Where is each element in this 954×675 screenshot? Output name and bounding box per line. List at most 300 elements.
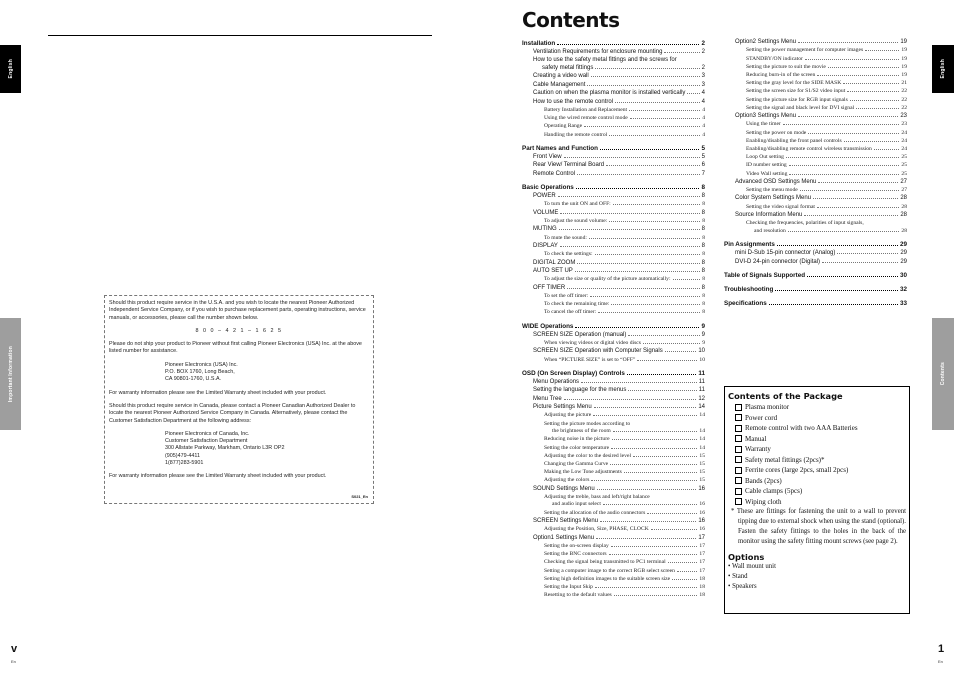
package-item [728, 402, 906, 413]
toc-page-number: 2 [701, 64, 705, 71]
document-code: S021_En [351, 493, 368, 499]
toc-entry-title: Caution on when the plasma monitor is installed vertically [533, 90, 686, 97]
toc-dot-leader [577, 263, 699, 264]
toc-page-number: 18 [699, 575, 705, 582]
canada-address [109, 431, 369, 467]
toc-entry [522, 468, 705, 476]
toc-dot-leader [672, 579, 697, 580]
toc-dot-leader [798, 42, 898, 43]
toc-dot-leader [630, 118, 700, 119]
warranty-note-us: For warranty information please see the Limited Warranty sheet included with your product. [109, 389, 327, 396]
toc-entry [522, 435, 705, 443]
toc-entry [522, 217, 705, 225]
toc-entry [724, 96, 907, 104]
toc-entry-title: Pin Assignments [724, 241, 775, 249]
toc-entry [724, 170, 907, 178]
toc-entry [522, 411, 705, 419]
toc-page-number: 30 [899, 272, 907, 280]
toc-entry-title: When “PICTURE SIZE” is set to “OFF” [544, 356, 636, 363]
toc-entry-title: To cancel the off timer: [544, 309, 597, 316]
toc-page-number: 17 [699, 567, 705, 574]
toc-page-number: 3 [701, 73, 705, 80]
toc-entry [522, 170, 705, 178]
toc-page-number: 8 [701, 259, 705, 266]
toc-page-number: 8 [702, 234, 705, 241]
section-tab-contents [932, 318, 954, 430]
toc-entry-title: SOUND Settings Menu [533, 485, 595, 492]
package-item [728, 423, 906, 434]
toc-entry-title: Using the timer [746, 121, 781, 128]
service-shipping-note: Please do not ship your product to Pioneer without first calling Pioneer Electronics (USA) Inc. at the above listed number for assistance. [109, 341, 362, 355]
toc-dot-leader [564, 399, 697, 400]
page-title: Contents [522, 8, 620, 32]
package-item [728, 455, 906, 466]
toc-entry [522, 131, 705, 139]
toc-entry [522, 225, 705, 233]
toc-page-number: 22 [901, 104, 907, 111]
toc-entry-title: How to use the remote control [533, 98, 614, 105]
page-language-left: En [11, 659, 16, 664]
toc-dot-leader [850, 100, 900, 101]
options-list [728, 562, 906, 592]
toc-dot-leader [628, 335, 699, 336]
toc-column-2 [724, 38, 907, 308]
toc-entry-title: Setting the color temperature [544, 444, 610, 451]
toc-entry [724, 161, 907, 169]
toc-page-number: 8 [702, 301, 705, 308]
toc-dot-leader [664, 52, 699, 53]
toc-dot-leader [600, 149, 700, 150]
toc-page-number: 3 [701, 81, 705, 88]
service-information-box [104, 295, 374, 504]
package-item [728, 434, 906, 445]
toc-page-number: 18 [699, 592, 705, 599]
toc-page-number: 16 [698, 485, 705, 492]
toc-page-number: 8 [702, 309, 705, 316]
toc-entry [522, 444, 705, 452]
toc-entry [724, 258, 907, 266]
toc-dot-leader [837, 253, 898, 254]
toc-entry [522, 395, 705, 403]
toc-dot-leader [577, 174, 700, 175]
toc-dot-leader [777, 245, 898, 246]
toc-entry-title: Ventilation Requirements for enclosure mounting [533, 49, 663, 55]
toc-entry-title: Battery Installation and Replacement [544, 107, 628, 114]
toc-page-number: 28 [900, 212, 907, 219]
toc-entry [724, 145, 907, 153]
toc-entry-title: Setting the language for the menus [533, 387, 627, 394]
toc-dot-leader [677, 571, 697, 572]
toc-entry [522, 509, 705, 517]
toc-entry-title: Installation [522, 40, 556, 47]
toc-entry-title: How to use the safety metal fittings and the screws for [533, 57, 677, 64]
toc-dot-leader [647, 513, 697, 514]
checkbox-icon [735, 477, 742, 484]
toc-page-number: 17 [699, 551, 705, 558]
toc-entry [522, 501, 705, 509]
toc-dot-leader [609, 135, 700, 136]
toc-entry-title: SCREEN SIZE Operation (manual) [533, 331, 627, 338]
toc-entry [522, 300, 705, 308]
toc-page-number: 8 [702, 218, 705, 225]
toc-dot-leader [874, 149, 900, 150]
toc-entry-title: To mute the sound: [544, 234, 587, 241]
package-item [728, 476, 906, 487]
toc-page-number: 32 [899, 286, 907, 294]
toc-dot-leader [665, 351, 697, 352]
toc-entry-title: AUTO SET UP [533, 267, 573, 274]
toc-dot-leader [865, 50, 899, 51]
toc-entry-title: To check the remaining time: [544, 301, 610, 308]
toc-entry [522, 98, 705, 106]
package-item [728, 444, 906, 455]
toc-page-number: 19 [901, 72, 907, 79]
toc-entry [522, 292, 705, 300]
toc-entry-title: Enabling/disabling remote control wireless transmission [746, 146, 872, 153]
service-canada-paragraph: Should this product require service in Canada, please contact a Pioneer Canadian Authorized Dealer to locate the nearest Pioneer Authorized Service Company in Canada. Alternatively, please contact the Customer Satisfaction Department at the following address: [109, 402, 356, 424]
toc-dot-leader [805, 59, 900, 60]
toc-section-entry [724, 271, 907, 280]
toc-page-number: 8 [702, 201, 705, 208]
package-item [728, 497, 906, 508]
toc-dot-leader [800, 190, 900, 191]
package-item-label: Safety metal fittings (2pcs)* [745, 455, 825, 464]
toc-page-number: 9 [701, 322, 705, 330]
toc-dot-leader [628, 390, 696, 391]
toc-entry [522, 308, 705, 316]
toc-entry [724, 112, 907, 120]
toc-entry-title: ID number setting [746, 162, 787, 169]
toc-dot-leader [789, 165, 900, 166]
toc-entry [522, 234, 705, 242]
toc-entry-title: Option2 Settings Menu [735, 39, 797, 45]
page-number-left: v [11, 643, 18, 655]
package-title: Contents of the Package [728, 391, 843, 401]
us-address-line: Pioneer Electronics (USA) Inc. [165, 361, 238, 368]
toc-page-number: 9 [702, 339, 705, 346]
toc-entry-title: Setting the menu mode [746, 187, 798, 194]
toc-section-entry [724, 285, 907, 294]
toc-section-entry [724, 240, 907, 249]
toc-page-number: 11 [698, 369, 705, 377]
toc-page-number: 8 [701, 242, 705, 249]
page-number-right: 1 [938, 643, 945, 655]
toc-page-number: 29 [900, 258, 907, 265]
toc-entry-title: and audio input select [552, 501, 601, 508]
toc-page-number: 9 [701, 331, 705, 338]
package-item-label: Manual [745, 434, 767, 443]
toc-entry-title: DIGITAL ZOOM [533, 259, 576, 266]
toc-entry [522, 485, 705, 493]
toc-entry [724, 63, 907, 71]
toc-dot-leader [614, 595, 698, 596]
toc-entry-title: Setting the Input Skip [544, 584, 593, 591]
toc-section-entry [522, 322, 705, 331]
toc-dot-leader [610, 464, 697, 465]
toc-entry-title: Changing the Gamma Curve [544, 460, 609, 467]
toc-entry-title: Making the Low Tone adjustments [544, 469, 622, 476]
toc-dot-leader [856, 108, 899, 109]
toc-entry [522, 56, 705, 64]
language-tab-right [932, 45, 954, 93]
toc-page-number: 17 [698, 534, 705, 541]
toc-entry [522, 267, 705, 275]
toc-entry-title: the brightness of the room [552, 427, 611, 434]
toc-entry-title: Basic Operations [522, 184, 574, 192]
toc-dot-leader [596, 538, 696, 539]
checkbox-icon [735, 435, 742, 442]
toc-dot-leader [581, 382, 697, 383]
toc-entry [724, 46, 907, 54]
toc-dot-leader [560, 213, 699, 214]
toc-entry [522, 250, 705, 258]
toc-entry-title: Remote Control [533, 170, 576, 177]
toc-entry [522, 153, 705, 161]
section-tab-important-information [0, 318, 21, 430]
toc-page-number: 14 [699, 427, 705, 434]
toc-entry-title: Adjusting the treble, bass and left/right balance [544, 494, 650, 500]
toc-page-number: 25 [901, 170, 907, 177]
toc-page-number: 4 [701, 98, 705, 105]
package-item [728, 486, 906, 497]
toc-entry-title: Creating a video wall [533, 73, 589, 80]
toc-dot-leader [668, 562, 698, 563]
toc-page-number: 12 [698, 395, 705, 402]
toc-page-number: 25 [901, 154, 907, 161]
toc-entry-title: safety metal fittings [542, 64, 594, 71]
package-item-label: Bands (2pcs) [745, 476, 782, 485]
toc-entry-title: Setting the screen size for S1/S2 video input [746, 88, 846, 95]
toc-dot-leader [843, 83, 899, 84]
toc-page-number: 14 [699, 412, 705, 419]
toc-entry-title: Reducing burn-in of the screen [746, 72, 816, 79]
toc-section-entry [724, 299, 907, 308]
toc-dot-leader [613, 204, 700, 205]
toc-entry [724, 203, 907, 211]
toc-dot-leader [557, 44, 699, 45]
canada-address-line: Customer Satisfaction Department [165, 438, 248, 445]
toc-dot-leader [575, 271, 700, 272]
toc-page-number: 14 [699, 436, 705, 443]
package-item-list [728, 402, 906, 507]
toc-dot-leader [603, 504, 697, 505]
toc-page-number: 4 [702, 107, 705, 114]
toc-entry-title: Setting the picture size for RGB input signals [746, 96, 848, 103]
package-contents-box [724, 386, 910, 614]
toc-dot-leader [651, 529, 698, 530]
header-rule [48, 35, 432, 36]
toc-dot-leader [600, 521, 696, 522]
toc-entry [522, 347, 705, 355]
toc-page-number: 24 [901, 137, 907, 144]
toc-dot-leader [612, 439, 698, 440]
toc-entry-title: Setting high definition images to the suitable screen size [544, 575, 671, 582]
toc-column-1 [522, 38, 705, 599]
toc-page-number: 15 [699, 469, 705, 476]
toc-entry [724, 249, 907, 257]
toc-entry [522, 591, 705, 599]
toc-entry-title: Checking the signal being transmitted to PC1 terminal [544, 559, 666, 566]
package-item-label: Power cord [745, 413, 778, 422]
toc-page-number: 8 [701, 267, 705, 274]
us-address [109, 362, 369, 384]
toc-page-number: 4 [702, 131, 705, 138]
toc-entry-title: STANDBY/ON indicator [746, 55, 803, 62]
canada-address-line: (905)479-4411 [165, 452, 200, 459]
toc-page-number: 16 [699, 509, 705, 516]
toc-dot-leader [804, 215, 898, 216]
option-item: • Wall mount unit [728, 563, 776, 570]
toc-entry [724, 129, 907, 137]
toc-page-number: 11 [698, 387, 705, 394]
toc-entry [724, 38, 907, 46]
toc-entry-title: Enabling/disabling the front panel controls [746, 137, 842, 144]
toc-page-number: 8 [702, 251, 705, 258]
toc-entry-title: Adjusting the Position, Size, PHASE, CLOCK [544, 526, 649, 533]
toc-dot-leader [611, 546, 698, 547]
toc-page-number: 24 [901, 129, 907, 136]
toc-entry-title: Setting the picture modes according to [544, 420, 631, 427]
toc-entry [522, 200, 705, 208]
toc-page-number: 5 [701, 153, 705, 160]
toc-entry [724, 211, 907, 219]
toc-entry [522, 284, 705, 292]
toc-page-number: 8 [701, 226, 705, 233]
toc-entry-title: Setting the signal and black level for DVI signal [746, 104, 855, 111]
toc-dot-leader [775, 290, 898, 291]
toc-entry-title: Cable Management [533, 81, 586, 88]
toc-entry [522, 517, 705, 525]
checkbox-icon [735, 456, 742, 463]
us-address-line: CA 90801-1760, U.S.A. [165, 376, 222, 383]
toc-entry-title: Reducing noise in the picture [544, 436, 610, 443]
toc-section-entry [522, 369, 705, 378]
toc-entry-title: DISPLAY [533, 242, 558, 249]
toc-page-number: 8 [701, 193, 705, 200]
toc-entry [522, 558, 705, 566]
toc-page-number: 19 [901, 47, 907, 54]
toc-entry [522, 106, 705, 114]
toc-entry [522, 386, 705, 394]
canada-address-line: 1(877)283-5901 [165, 460, 204, 467]
toc-page-number: 4 [701, 90, 705, 97]
toc-entry-title: VOLUME [533, 209, 559, 216]
toc-dot-leader [587, 85, 699, 86]
checkbox-icon [735, 498, 742, 505]
toc-page-number: 16 [699, 526, 705, 533]
toc-entry [522, 428, 705, 436]
toc-dot-leader [798, 116, 898, 117]
toc-entry [724, 194, 907, 202]
toc-dot-leader [629, 110, 700, 111]
toc-entry [522, 534, 705, 542]
toc-entry [522, 72, 705, 80]
toc-entry [724, 87, 907, 95]
toc-page-number: 14 [698, 403, 705, 410]
checkbox-icon [735, 446, 742, 453]
toc-page-number: 8 [702, 292, 705, 299]
toc-entry [522, 275, 705, 283]
toc-entry [522, 192, 705, 200]
toc-dot-leader [595, 254, 701, 255]
toc-entry-title: Advanced OSD Settings Menu [735, 178, 817, 185]
toc-dot-leader [783, 124, 900, 125]
toc-entry-title: Setting the allocation of the audio connectors [544, 509, 646, 516]
toc-entry [522, 542, 705, 550]
toc-page-number: 4 [702, 115, 705, 122]
toc-entry-title: Picture Settings Menu [533, 403, 592, 410]
toc-entry-title: Troubleshooting [724, 286, 774, 294]
toc-entry [724, 120, 907, 128]
toc-dot-leader [637, 360, 697, 361]
toc-entry [522, 567, 705, 575]
toc-page-number: 7 [701, 170, 705, 177]
toc-dot-leader [591, 76, 700, 77]
toc-dot-leader [593, 415, 697, 416]
toc-page-number: 8 [702, 276, 705, 283]
toc-page-number: 18 [699, 584, 705, 591]
toc-entry [724, 104, 907, 112]
toc-page-number: 10 [699, 356, 705, 363]
toc-entry-title: Adjusting the color to the desired level [544, 452, 631, 459]
toc-entry-title: To adjust the sound volume: [544, 218, 608, 225]
toc-page-number: 16 [698, 518, 705, 524]
toc-entry-title: To check the settings: [544, 251, 593, 258]
package-item-label: Ferrite cores (large 2pcs, small 2pcs) [745, 466, 849, 474]
toc-dot-leader [589, 238, 700, 239]
toc-dot-leader [594, 407, 697, 408]
toc-entry-title: Setting the on-screen display [544, 543, 609, 550]
toc-page-number: 17 [699, 559, 705, 566]
toc-dot-leader [606, 165, 700, 166]
toc-page-number: 27 [901, 187, 907, 194]
toc-dot-leader [673, 279, 701, 280]
toc-entry [522, 122, 705, 130]
toc-entry-title: WIDE Operations [522, 322, 574, 330]
toc-entry-title: When viewing videos or digital video discs [544, 339, 641, 346]
toc-dot-leader [687, 93, 699, 94]
toc-entry [522, 161, 705, 169]
toc-dot-leader [643, 343, 700, 344]
toc-entry-title: Option1 Settings Menu [533, 534, 595, 541]
toc-entry-title: To turn the unit ON and OFF: [544, 201, 611, 208]
toc-entry-title: Menu Tree [533, 395, 562, 402]
toc-dot-leader [789, 174, 899, 175]
package-footnote: * These are fittings for fastening the unit to a wall to prevent tipping due to external shock when using the stand (optional). Fasten the safety fittings to the holes in the back of the monitor using the safety fitting mount screws (see page 2). [731, 508, 907, 545]
package-item [728, 465, 906, 476]
toc-dot-leader [847, 91, 899, 92]
toc-entry-title: POWER [533, 193, 556, 200]
toc-section-entry [522, 144, 705, 153]
toc-entry-title: OSD (On Screen Display) Controls [522, 369, 625, 377]
toc-entry-title: Setting the gray level for the SIDE MASK [746, 80, 842, 87]
toc-dot-leader [844, 141, 900, 142]
toc-entry-title: Menu Operations [533, 378, 580, 385]
package-item-label: Plasma monitor [745, 403, 790, 411]
toc-page-number: 29 [900, 250, 907, 257]
toc-entry [724, 71, 907, 79]
toc-entry-title: Setting a computer image to the correct RGB select screen [544, 567, 675, 574]
toc-dot-leader [633, 456, 697, 457]
toc-entry-title: Option3 Settings Menu [735, 113, 797, 120]
toc-entry [522, 420, 705, 428]
toc-entry [724, 153, 907, 161]
toc-page-number: 6 [701, 162, 705, 169]
toc-page-number: 4 [702, 123, 705, 130]
toc-dot-leader [613, 431, 698, 432]
toc-entry [522, 114, 705, 122]
toc-dot-leader [595, 587, 697, 588]
